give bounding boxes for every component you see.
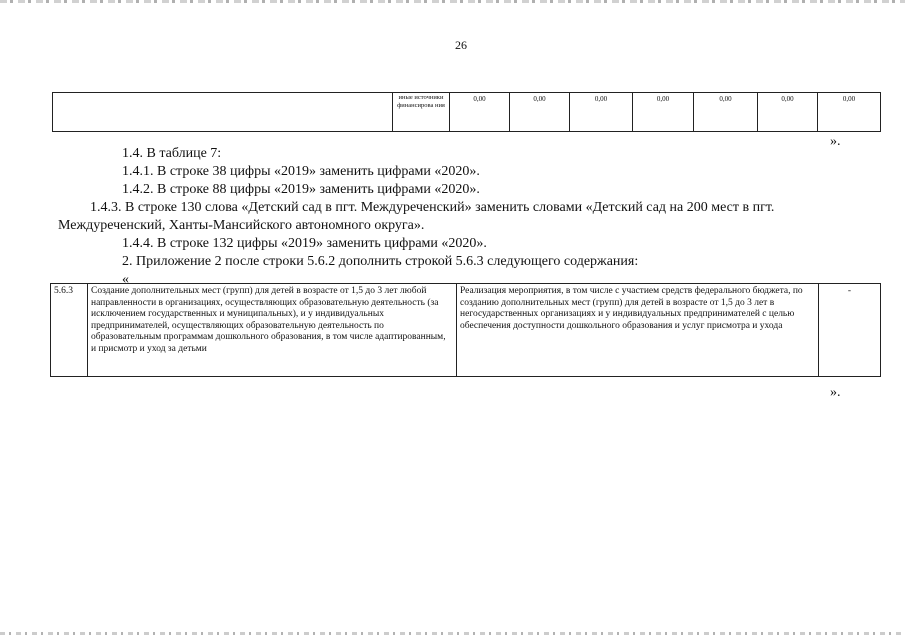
funding-row xyxy=(53,93,881,132)
funding-value-1: 0,00 xyxy=(450,93,510,132)
measure-description: Реализация мероприятия, в том числе с участием средств федерального бюджета, по созданию дополнительных мест (групп) для детей в возрасте от 1,5 до 3 лет в негосударственных организациях и у индивидуальных предпринимателей с целью обеспечения доступности дошкольного образования и услуг присмотра и ухода xyxy=(457,284,819,377)
funding-value-2: 0,00 xyxy=(510,93,570,132)
amendment-line: 1.4.4. В строке 132 цифры «2019» заменить цифрами «2020». xyxy=(122,236,487,251)
funding-value-4: 0,00 xyxy=(633,93,694,132)
table-row xyxy=(51,284,881,377)
closing-quote-1: ». xyxy=(830,134,841,149)
funding-source-label: иные источники финансирова ния xyxy=(393,93,450,132)
measures-table xyxy=(50,283,881,377)
row-number: 5.6.3 xyxy=(51,284,88,377)
funding-value-6: 0,00 xyxy=(758,93,818,132)
funding-table xyxy=(52,92,881,132)
measure-name: Создание дополнительных мест (групп) для детей в возрасте от 1,5 до 3 лет любой направленности в организациях, осуществляющих образовательную деятельность (за исключением государственных и муниципальных), и у индивидуальных предпринимателей, осуществляющих образовательную деятельность по образовательным программам дошкольного образования, в том числе адаптированным, и присмотр и уход за детьми xyxy=(88,284,457,377)
amendment-list xyxy=(58,145,850,289)
funding-value-3: 0,00 xyxy=(570,93,633,132)
scan-edge-top xyxy=(0,0,905,3)
amendment-line: 1.4.2. В строке 88 цифры «2019» заменить цифрами «2020». xyxy=(122,182,480,197)
funding-empty-cell xyxy=(53,93,393,132)
amendment-line: 1.4. В таблице 7: xyxy=(122,146,222,161)
amendment-line: 1.4.1. В строке 38 цифры «2019» заменить цифрами «2020». xyxy=(122,164,480,179)
closing-quote-2: ». xyxy=(830,385,841,400)
amendment-line: 1.4.3. В строке 130 слова «Детский сад в пгт. Междуреченский» заменить словами «Детский сад на 200 мест в пгт. Междуреченский, Ханты-Мансийского автономного округа». xyxy=(58,200,775,233)
amendment-line: 2. Приложение 2 после строки 5.6.2 дополнить строкой 5.6.3 следующего содержания: xyxy=(122,254,639,269)
page-number: 26 xyxy=(455,38,467,52)
measure-extra: - xyxy=(819,284,881,377)
opening-quote: « xyxy=(122,272,129,287)
funding-value-5: 0,00 xyxy=(694,93,758,132)
scan-edge-bottom xyxy=(0,632,905,635)
funding-value-7: 0,00 xyxy=(818,93,881,132)
